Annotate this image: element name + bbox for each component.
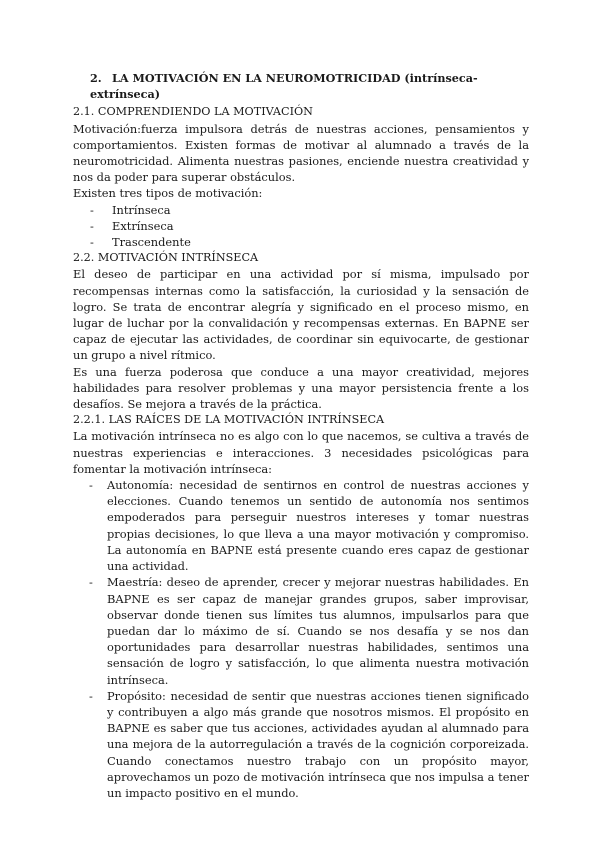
chapter-title-text: LA MOTIVACIÓN EN LA NEUROMOTRICIDAD (intrínseca-extrínseca) — [90, 71, 478, 102]
chapter-number: 2. — [90, 71, 102, 85]
intrinsic-paragraph-1: El deseo de participar en una actividad por sí misma, impulsado por recompensas internas como la satisfacción, la curiosidad y la sensación de logro. Se trata de encontrar alegría y significado en el proceso mismo, en lugar de luchar por la convalidación y recompensas externas. En BAPNE ser capaz de ejecutar las actividades, de coordinar sin equivocarte, de gestionar un grupo a nivel rítmico. — [73, 267, 529, 363]
roots-paragraph: La motivación intrínseca no es algo con lo que nacemos, se cultiva a través de nuestras experiencias e interacciones. 3 necesidades psicológicas para fomentar la motivación intrínseca: — [73, 429, 529, 476]
list-item-autonomia: - Autonomía: necesidad de sentirnos en control de nuestras acciones y elecciones. Cuando tenemos un sentido de autonomía nos sentimos empoderados para perseguir nuestros intereses y tomar nuestras propias decisiones, lo que lleva a una mayor motivación y compromiso. La autonomía en BAPNE está presente cuando eres capaz de gestionar una actividad. — [73, 477, 529, 574]
section-heading-2-2: 2.2. MOTIVACIÓN INTRÍNSECA — [73, 251, 259, 265]
document-body — [73, 70, 529, 801]
list-item-extrinseca: - Extrínseca — [73, 218, 529, 234]
list-item-proposito: - Propósito: necesidad de sentir que nuestras acciones tienen significado y contribuyen a algo más grande que nosotros mismos. El propósito en BAPNE es saber que tus acciones, actividades ayudan al alumnado para una mejora de la autorregulación a través de la cognición corporeizada. Cuando conectamos nuestro trabajo con un propósito mayor, aprovechamos un pozo de motivación intrínseca que nos impulsa a tener un impacto positivo en el mundo. — [73, 688, 529, 801]
chapter-title — [90, 70, 529, 102]
list-item-maestria: - Maestría: deseo de aprender, crecer y mejorar nuestras habilidades. En BAPNE es ser capaz de manejar grandes grupos, saber improvisar, observar donde tienen sus límites tus alumnos, impulsarlos para que puedan dar lo máximo de sí. Cuando se nos desafía y se nos dan oportunidades para desarrollar nuestras habilidades, sentimos una sensación de logro y satisfacción, lo que alimenta nuestra motivación intrínseca. — [73, 574, 529, 687]
list-item-intrinseca: - Intrínseca — [73, 202, 529, 218]
section-heading-2-1: 2.1. COMPRENDIENDO LA MOTIVACIÓN — [73, 105, 313, 119]
intrinsic-paragraph-2: Es una fuerza poderosa que conduce a una mayor creatividad, mejores habilidades para resolver problemas y una mayor persistencia frente a los desafíos. Se mejora a través de la práctica. — [73, 364, 529, 412]
types-intro: Existen tres tipos de motivación: — [73, 186, 263, 201]
psychological-needs-list — [73, 477, 529, 801]
list-item-trascendente: - Trascendente — [73, 234, 529, 250]
motivation-definition: Motivación:fuerza impulsora detrás de nuestras acciones, pensamientos y comportamientos. Existen formas de motivar al alumnado a través de la neuromotricidad. Alimenta nuestras pasiones, enciende nuestra creatividad y nos da poder para superar obstáculos. — [73, 121, 529, 185]
section-heading-2-2-1: 2.2.1. LAS RAÍCES DE LA MOTIVACIÓN INTRÍNSECA — [73, 413, 385, 427]
motivation-types-list — [73, 202, 529, 251]
